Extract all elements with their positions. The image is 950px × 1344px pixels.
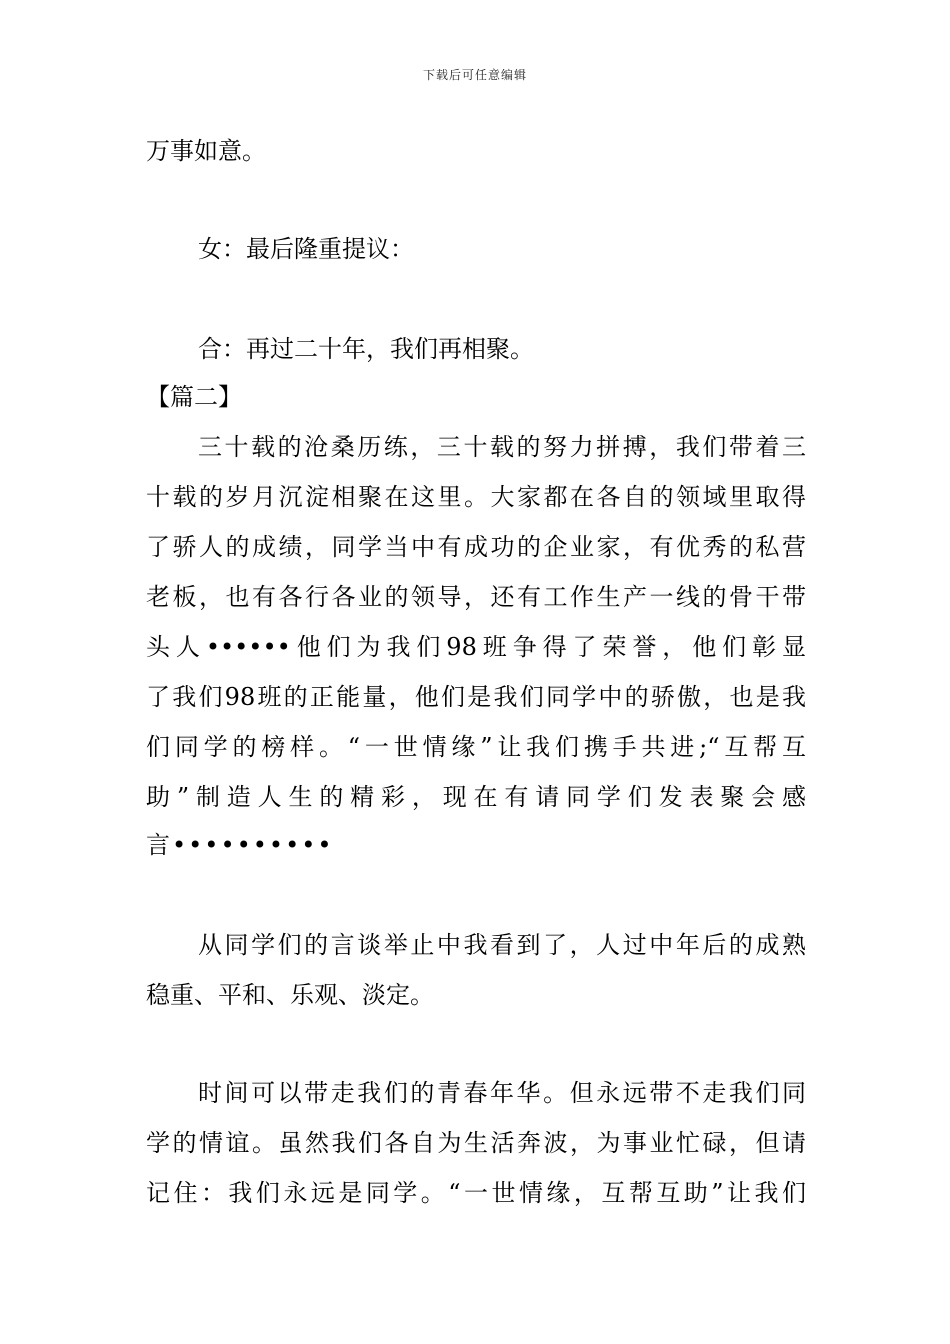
text-line: 们同学的榜样。“一世情缘”让我们携手共进;“互帮互 <box>146 733 806 761</box>
text-line: 从同学们的言谈举止中我看到了，人过中年后的成熟 <box>198 931 806 959</box>
text-line: 学的情谊。虽然我们各自为生活奔波，为事业忙碌，但请 <box>146 1129 806 1157</box>
text-line: 助”制造人生的精彩，现在有请同学们发表聚会感 <box>146 783 806 811</box>
text-line: 头人••••••他们为我们98班争得了荣誉，他们彰显 <box>146 633 806 661</box>
text-line: 老板，也有各行各业的领导，还有工作生产一线的骨干带 <box>146 583 806 611</box>
text-line: 时间可以带走我们的青春年华。但永远带不走我们同 <box>198 1079 806 1107</box>
section-heading: 【篇二】 <box>146 383 242 411</box>
text-line: 了我们98班的正能量，他们是我们同学中的骄傲，也是我 <box>146 683 806 711</box>
text-line: 言•••••••••• <box>146 831 334 859</box>
text-line: 记住：我们永远是同学。“一世情缘，互帮互助”让我们 <box>146 1179 806 1207</box>
text-line: 合：再过二十年，我们再相聚。 <box>198 335 534 363</box>
page-header: 下载后可任意编辑 <box>422 68 527 82</box>
text-line: 女：最后隆重提议： <box>198 235 414 263</box>
text-line: 三十载的沧桑历练，三十载的努力拼搏，我们带着三 <box>198 433 806 461</box>
text-line: 稳重、平和、乐观、淡定。 <box>146 981 434 1009</box>
text-line: 万事如意。 <box>146 137 266 165</box>
text-line: 十载的岁月沉淀相聚在这里。大家都在各自的领域里取得 <box>146 483 806 511</box>
text-line: 了骄人的成绩，同学当中有成功的企业家，有优秀的私营 <box>146 533 806 561</box>
